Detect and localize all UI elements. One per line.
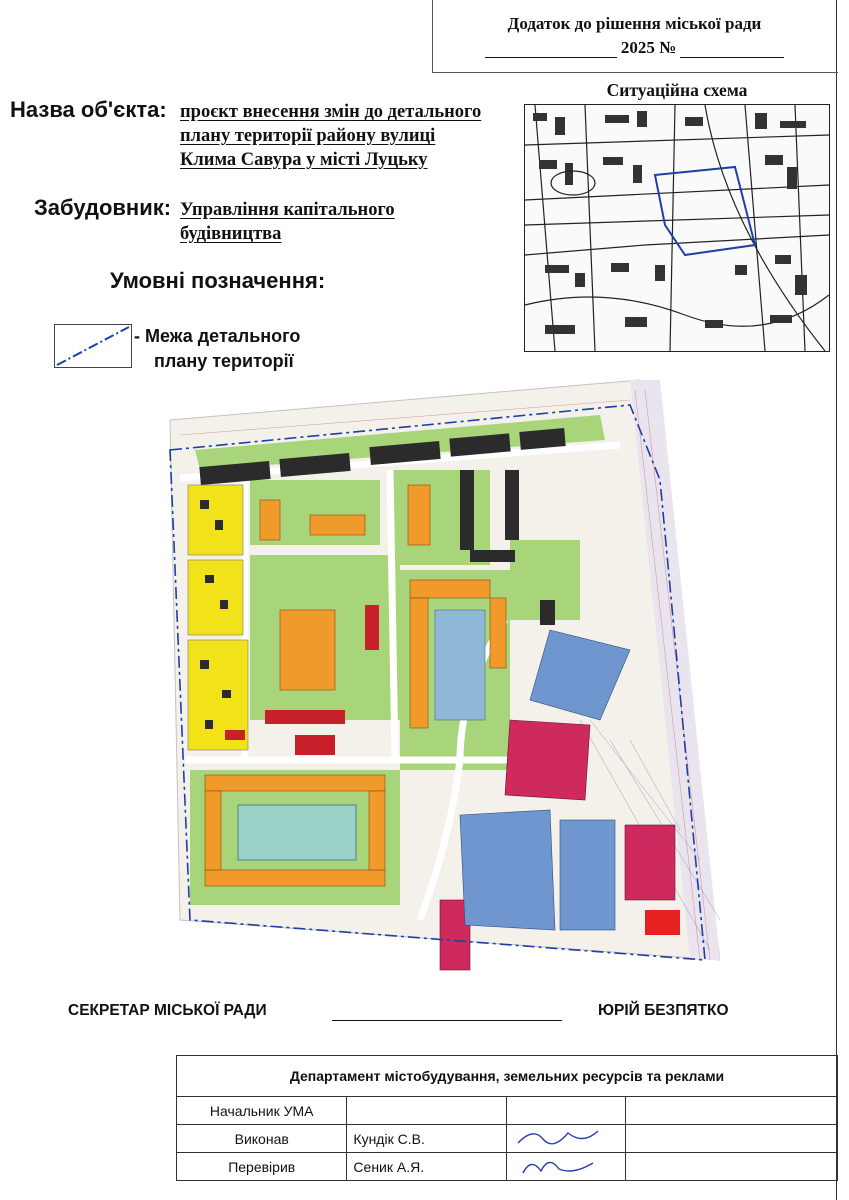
department-name: Департамент містобудування, земельних ресурсів та реклами (177, 1056, 838, 1097)
situation-map (524, 104, 830, 352)
stamp-date (625, 1153, 837, 1181)
developer-value-line: Управління капітального (180, 200, 395, 220)
detailed-plan-map (160, 360, 720, 980)
addendum-title: Додаток до рішення міської ради (507, 14, 762, 33)
object-label: Назва об'єкта: (10, 97, 167, 122)
stamp-row (177, 1125, 838, 1153)
stamp-name: Сеник А.Я. (347, 1153, 507, 1181)
secretary-title: СЕКРЕТАР МІСЬКОЇ РАДИ (68, 1002, 267, 1019)
developer-value-line: будівництва (180, 224, 282, 244)
stamp-name: Кундік С.В. (347, 1125, 507, 1153)
number-blank (680, 41, 784, 58)
stamp-name (347, 1097, 507, 1125)
stamp-role: Виконав (177, 1125, 347, 1153)
object-value (180, 100, 481, 172)
legend-title: Умовні позначення: (110, 268, 326, 293)
stamp-date (625, 1097, 837, 1125)
addendum-number (432, 38, 837, 58)
stamp-role: Перевірив (177, 1153, 347, 1181)
object-value-line: проєкт внесення змін до детального (180, 102, 482, 122)
boundary-legend-symbol (54, 324, 132, 368)
stamp-signature (507, 1097, 626, 1125)
addendum-box (432, 0, 838, 73)
stamp-date (625, 1125, 837, 1153)
date-blank (485, 41, 617, 58)
stamp-row (177, 1097, 838, 1125)
boundary-line-icon (55, 325, 131, 367)
stamp-role: Начальник УМА (177, 1097, 347, 1125)
stamp-signature (507, 1125, 626, 1153)
stamp-row (177, 1153, 838, 1181)
legend-item-line: - Межа детального (134, 326, 301, 346)
signature-line (332, 1020, 562, 1021)
developer-label: Забудовник: (34, 195, 172, 220)
approval-stamp (176, 1055, 838, 1181)
developer-value (180, 198, 395, 246)
object-value-line: плану території району вулиці (180, 126, 436, 146)
situation-map-drawing (525, 105, 829, 351)
detailed-plan-drawing (160, 360, 720, 980)
secretary-name: ЮРІЙ БЕЗПЯТКО (598, 1002, 729, 1019)
legend-item-line: плану території (154, 351, 294, 371)
addendum-year: 2025 № (620, 38, 677, 57)
stamp-signature (507, 1153, 626, 1181)
object-value-line: Клима Савура у місті Луцьку (180, 150, 428, 170)
handwritten-signature-icon (513, 1125, 603, 1149)
situation-title: Ситуаційна схема (606, 80, 748, 100)
handwritten-signature-icon (513, 1153, 603, 1177)
